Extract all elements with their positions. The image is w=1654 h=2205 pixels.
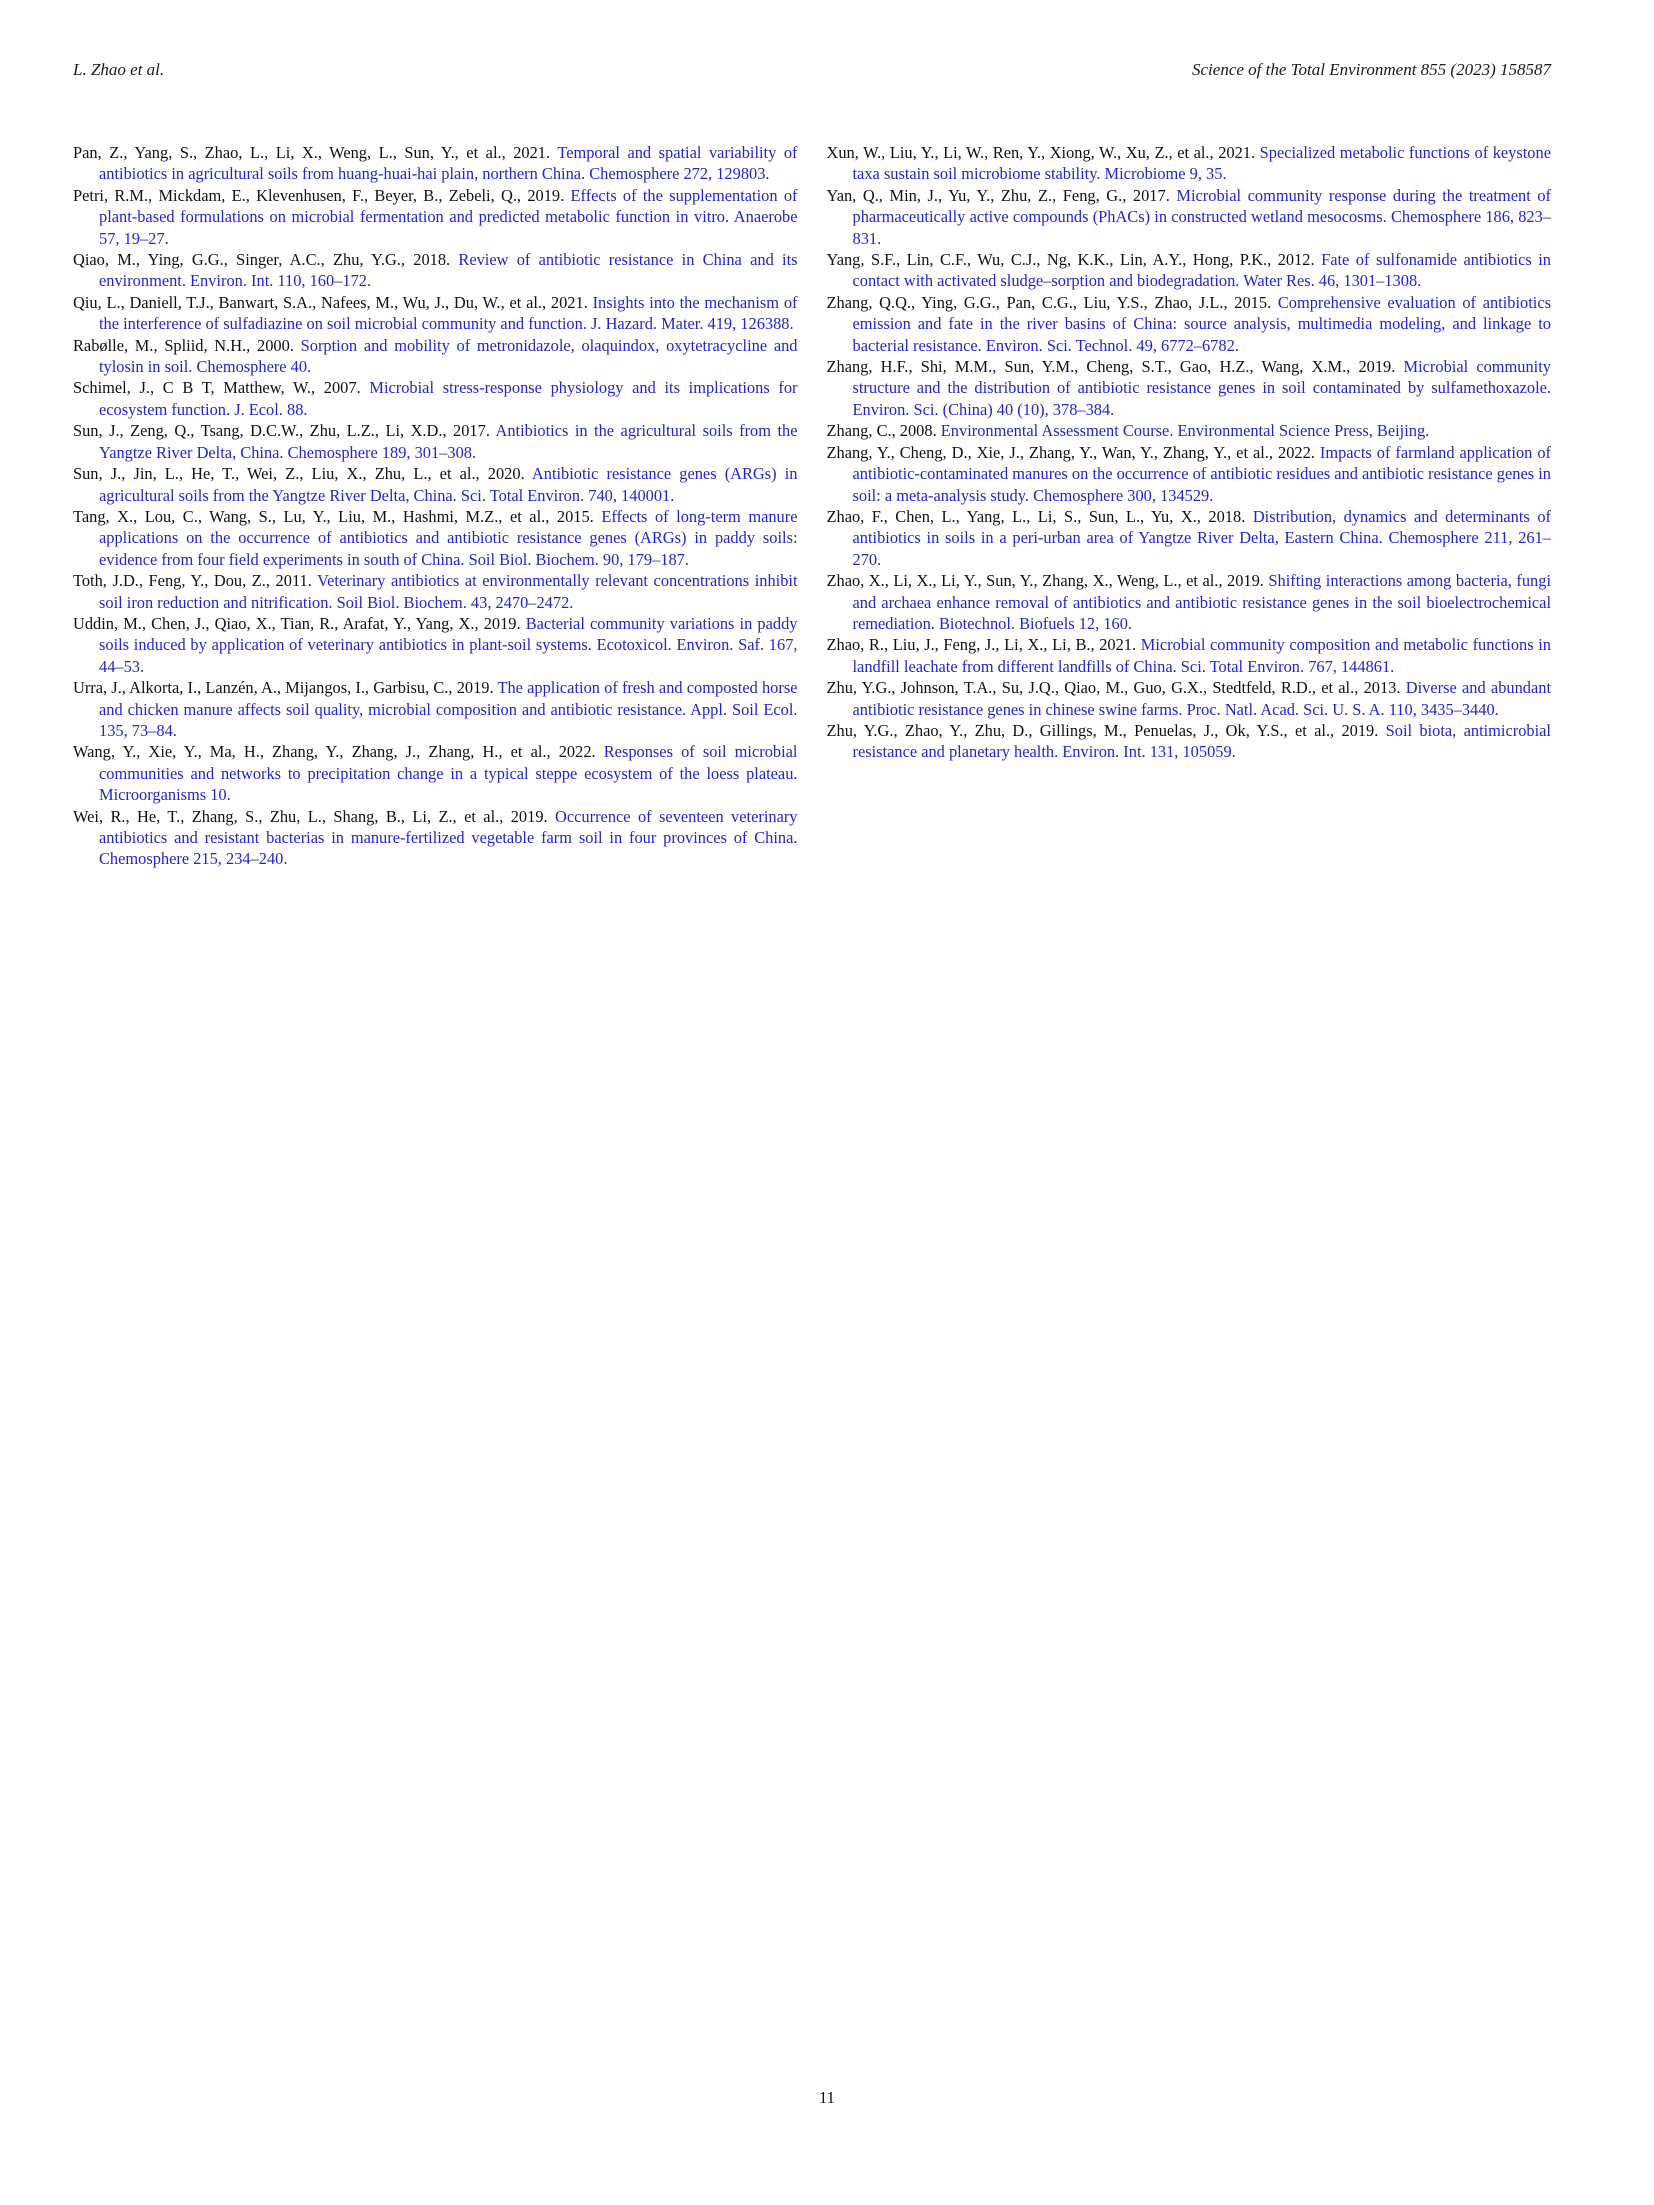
references-column-left (73, 142, 798, 870)
reference-entry (827, 292, 1552, 356)
reference-title-link[interactable]: Shifting interactions among bacteria, fungi and archaea enhance removal of antibiotics and antibiotic resistance genes in the soil bioelectrochemical remediation. Biotechnol. Biofuels 12, 160. (852, 571, 1551, 633)
reference-entry (73, 741, 798, 805)
reference-title-link[interactable]: Review of antibiotic resistance in China and its environment. Environ. Int. 110, 160–172. (99, 250, 798, 291)
reference-entry (73, 377, 798, 420)
reference-authors: Zhao, X., Li, X., Li, Y., Sun, Y., Zhang, X., Weng, L., et al., 2019. (826, 571, 1264, 591)
reference-authors: Zhang, Y., Cheng, D., Xie, J., Zhang, Y., Wan, Y., Zhang, Y., et al., 2022. (826, 442, 1315, 462)
reference-authors: Zhang, Q.Q., Ying, G.G., Pan, C.G., Liu, Y.S., Zhao, J.L., 2015. (826, 292, 1272, 312)
reference-title-link[interactable]: Effects of long-term manure applications on the occurrence of antibiotics and antibiotic resistance genes (ARGs) in paddy soils: evidence from four field experiments in south of China. Soil Biol. Biochem. 90, 179–187. (99, 506, 798, 569)
reference-entry (827, 356, 1552, 420)
reference-entry (827, 142, 1552, 185)
reference-title-link[interactable]: Impacts of farmland application of antibiotic-contaminated manures on the occurrence of antibiotic residues and antibiotic resistance genes in soil: a meta-analysis study. Chemosphere 300, 134529. (852, 442, 1551, 505)
reference-title-link[interactable]: Soil biota, antimicrobial resistance and planetary health. Environ. Int. 131, 105059. (852, 720, 1551, 762)
reference-title-link[interactable]: Temporal and spatial variability of antibiotics in agricultural soils from huang-huai-hai plain, northern China. Chemosphere 272, 129803. (99, 143, 798, 184)
reference-authors: Rabølle, M., Spliid, N.H., 2000. (73, 335, 294, 355)
reference-entry (73, 142, 798, 185)
reference-title-link[interactable]: Environmental Assessment Course. Environmental Science Press, Beijing. (940, 421, 1430, 441)
reference-title-link[interactable]: Occurrence of seventeen veterinary antibiotics and resistant bacterias in manure-fertilized vegetable farm soil in four provinces of China. Chemosphere 215, 234–240. (99, 806, 798, 869)
reference-entry (73, 335, 798, 378)
reference-authors: Wei, R., He, T., Zhang, S., Zhu, L., Shang, B., Li, Z., et al., 2019. (73, 806, 548, 826)
reference-title-link[interactable]: Diverse and abundant antibiotic resistance genes in chinese swine farms. Proc. Natl. Acad. Sci. U. S. A. 110, 3435–3440. (852, 678, 1552, 719)
references-column-right (827, 142, 1552, 870)
reference-authors: Qiu, L., Daniell, T.J., Banwart, S.A., Nafees, M., Wu, J., Du, W., et al., 2021. (73, 292, 588, 312)
reference-authors: Zhang, H.F., Shi, M.M., Sun, Y.M., Cheng, S.T., Gao, H.Z., Wang, X.M., 2019. (826, 357, 1396, 377)
running-head (73, 60, 1551, 80)
reference-title-link[interactable]: Microbial community structure and the distribution of antibiotic resistance genes in soil contaminated by sulfamethoxazole. Environ. Sci. (China) 40 (10), 378–384. (852, 357, 1551, 419)
reference-authors: Toth, J.D., Feng, Y., Dou, Z., 2011. (73, 571, 312, 591)
page-number: 11 (819, 2088, 835, 2107)
reference-entry (827, 185, 1552, 249)
reference-title-link[interactable]: Veterinary antibiotics at environmentally relevant concentrations inhibit soil iron reduction and nitrification. Soil Biol. Biochem. 43, 2470–2472. (99, 571, 798, 612)
reference-authors: Pan, Z., Yang, S., Zhao, L., Li, X., Weng, L., Sun, Y., et al., 2021. (73, 143, 551, 162)
reference-entry (827, 677, 1552, 720)
reference-title-link[interactable]: Antibiotics in the agricultural soils from the Yangtze River Delta, China. Chemosphere 189, 301–308. (99, 421, 798, 462)
reference-title-link[interactable]: Microbial stress-response physiology and its implications for ecosystem function. J. Ecol. 88. (99, 378, 798, 419)
reference-authors: Zhu, Y.G., Johnson, T.A., Su, J.Q., Qiao, M., Guo, G.X., Stedtfeld, R.D., et al., 2013. (826, 678, 1401, 698)
reference-authors: Wang, Y., Xie, Y., Ma, H., Zhang, Y., Zhang, J., Zhang, H., et al., 2022. (73, 742, 596, 762)
reference-authors: Yang, S.F., Lin, C.F., Wu, C.J., Ng, K.K., Lin, A.Y., Hong, P.K., 2012. (826, 250, 1315, 270)
reference-entry (73, 463, 798, 506)
reference-entry (73, 613, 798, 677)
reference-authors: Sun, J., Jin, L., He, T., Wei, Z., Liu, X., Zhu, L., et al., 2020. (73, 464, 525, 484)
reference-title-link[interactable]: Insights into the mechanism of the interference of sulfadiazine on soil microbial community and function. J. Hazard. Mater. 419, 126388. (99, 292, 798, 334)
reference-title-link[interactable]: Specialized metabolic functions of keystone taxa sustain soil microbiome stability. Microbiome 9, 35. (852, 143, 1551, 184)
reference-title-link[interactable]: The application of fresh and composted horse and chicken manure affects soil quality, microbial composition and antibiotic resistance. Appl. Soil Ecol. 135, 73–84. (99, 678, 798, 740)
reference-entry (827, 634, 1552, 677)
reference-authors: Uddin, M., Chen, J., Qiao, X., Tian, R., Arafat, Y., Yang, X., 2019. (73, 613, 521, 633)
reference-entry (73, 249, 798, 292)
reference-title-link[interactable]: Fate of sulfonamide antibiotics in contact with activated sludge–sorption and biodegradation. Water Res. 46, 1301–1308. (852, 250, 1551, 291)
reference-authors: Xun, W., Liu, Y., Li, W., Ren, Y., Xiong, W., Xu, Z., et al., 2021. (826, 143, 1256, 162)
reference-authors: Yan, Q., Min, J., Yu, Y., Zhu, Z., Feng, G., 2017. (826, 185, 1170, 205)
reference-entry (827, 570, 1552, 634)
reference-title-link[interactable]: Sorption and mobility of metronidazole, olaquindox, oxytetracycline and tylosin in soil. Chemosphere 40. (99, 335, 798, 377)
reference-title-link[interactable]: Comprehensive evaluation of antibiotics emission and fate in the river basins of China: source analysis, multimedia modeling, and linkage to bacterial resistance. Environ. Sci. Technol. 49, 6772–6782. (852, 292, 1551, 355)
reference-authors: Zhao, R., Liu, J., Feng, J., Li, X., Li, B., 2021. (826, 635, 1137, 655)
running-head-authors: L. Zhao et al. (73, 60, 165, 79)
reference-title-link[interactable]: Responses of soil microbial communities and networks to precipitation change in a typical steppe ecosystem of the loess plateau. Microorganisms 10. (99, 742, 798, 805)
reference-entry (827, 720, 1552, 763)
reference-entry (73, 806, 798, 870)
reference-entry (73, 185, 798, 249)
reference-entry (73, 570, 798, 613)
reference-authors: Schimel, J., C B T, Matthew, W., 2007. (73, 378, 361, 398)
reference-title-link[interactable]: Bacterial community variations in paddy soils induced by application of veterinary antibiotics in plant-soil systems. Ecotoxicol. Environ. Saf. 167, 44–53. (99, 613, 798, 676)
reference-authors: Zhao, F., Chen, L., Yang, L., Li, S., Sun, L., Yu, X., 2018. (826, 506, 1246, 526)
reference-entry (73, 420, 798, 463)
reference-authors: Urra, J., Alkorta, I., Lanzén, A., Mijangos, I., Garbisu, C., 2019. (73, 678, 494, 698)
reference-title-link[interactable]: Antibiotic resistance genes (ARGs) in agricultural soils from the Yangtze River Delta, China. Sci. Total Environ. 740, 140001. (99, 464, 798, 505)
references-section (73, 142, 1551, 870)
reference-entry (73, 292, 798, 335)
reference-authors: Zhu, Y.G., Zhao, Y., Zhu, D., Gillings, M., Penuelas, J., Ok, Y.S., et al., 2019. (826, 720, 1379, 740)
reference-title-link[interactable]: Microbial community response during the treatment of pharmaceutically active compounds (PhACs) in constructed wetland mesocosms. Chemosphere 186, 823–831. (852, 185, 1552, 248)
reference-title-link[interactable]: Microbial community composition and metabolic functions in landfill leachate from different landfills of China. Sci. Total Environ. 767, 144861. (852, 635, 1551, 676)
running-head-journal: Science of the Total Environment 855 (2023) 158587 (1192, 60, 1551, 79)
reference-entry (827, 442, 1552, 506)
reference-title-link[interactable]: Distribution, dynamics and determinants of antibiotics in soils in a peri-urban area of Yangtze River Delta, Eastern China. Chemosphere 211, 261–270. (852, 506, 1551, 569)
reference-entry (73, 506, 798, 570)
reference-entry (827, 420, 1552, 441)
reference-authors: Qiao, M., Ying, G.G., Singer, A.C., Zhu, Y.G., 2018. (73, 250, 451, 270)
reference-title-link[interactable]: Effects of the supplementation of plant-based formulations on microbial fermentation and predicted metabolic function in vitro. Anaerobe 57, 19–27. (99, 185, 798, 248)
reference-entry (73, 677, 798, 741)
reference-authors: Tang, X., Lou, C., Wang, S., Lu, Y., Liu, M., Hashmi, M.Z., et al., 2015. (73, 506, 594, 526)
reference-authors: Zhang, C., 2008. (826, 421, 937, 441)
reference-entry (827, 506, 1552, 570)
reference-authors: Petri, R.M., Mickdam, E., Klevenhusen, F., Beyer, B., Zebeli, Q., 2019. (73, 185, 565, 205)
reference-authors: Sun, J., Zeng, Q., Tsang, D.C.W., Zhu, L.Z., Li, X.D., 2017. (73, 421, 490, 441)
reference-entry (827, 249, 1552, 292)
